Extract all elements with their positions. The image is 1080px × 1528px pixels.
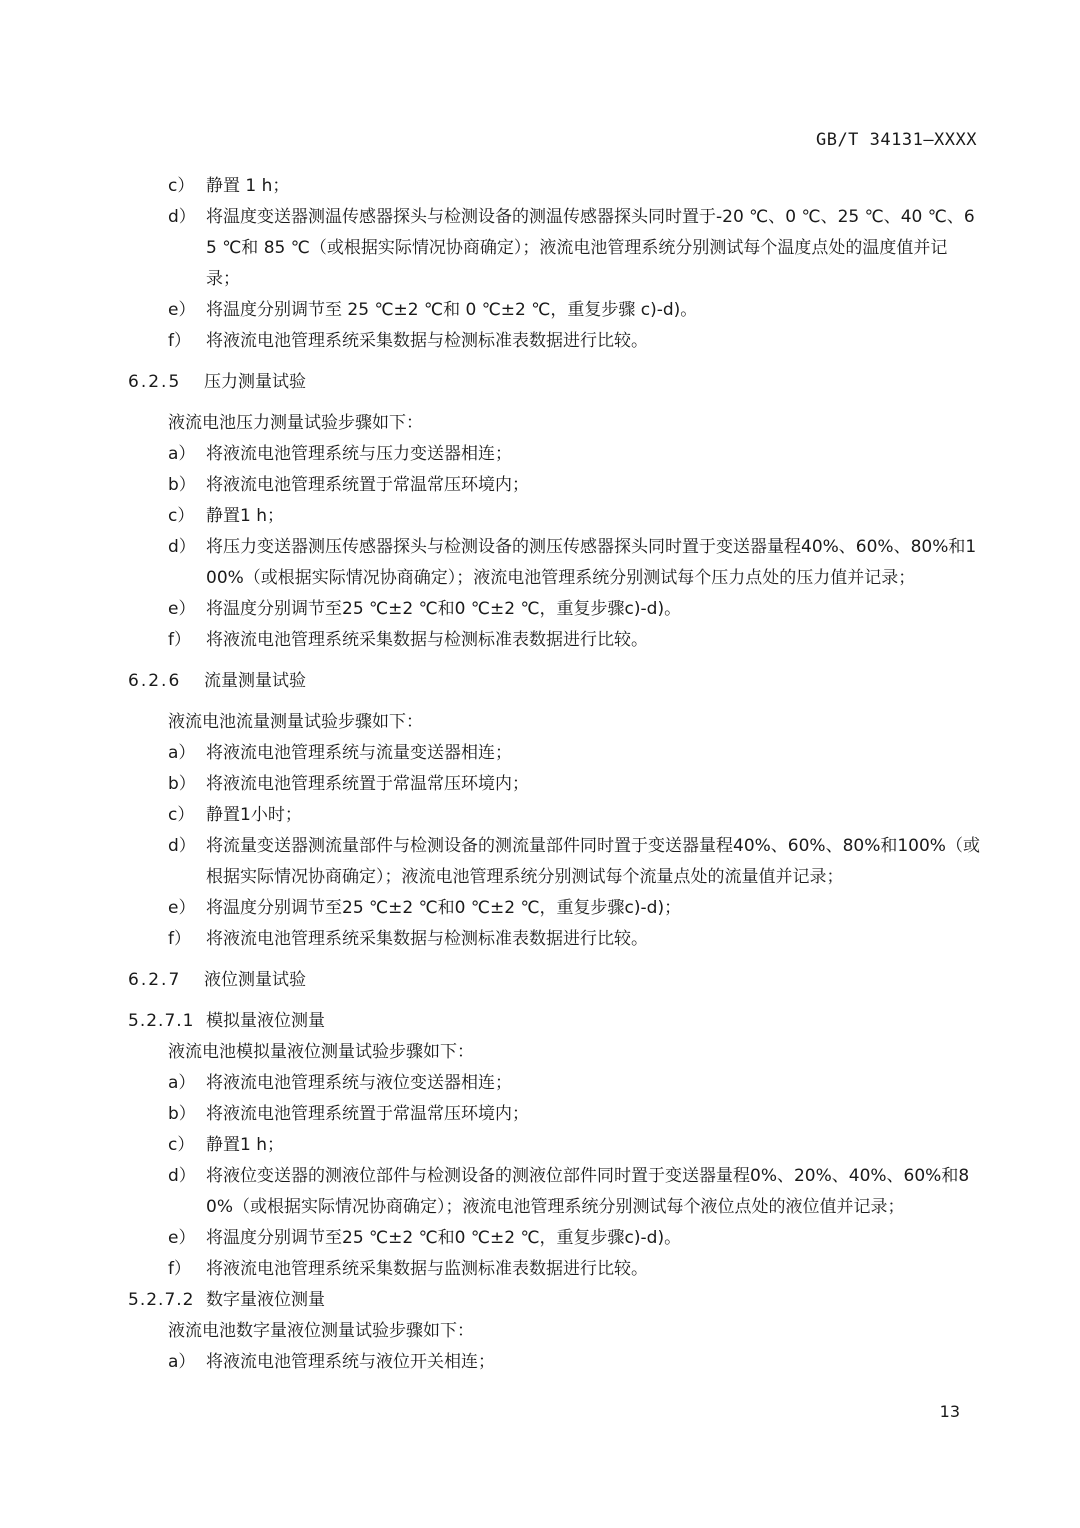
item-label: f） [168,331,191,351]
item-label: f） [168,1259,191,1279]
item-label: e） [168,599,196,619]
item-label: a） [168,1073,196,1093]
item-label: c） [168,506,195,526]
item-text: 将温度分别调节至 25 ℃±2 ℃和 0 ℃±2 ℃，重复步骤 c)-d)。 [206,300,698,320]
section-heading-5-2-7-1 [128,1006,980,1037]
section-number: 5.2.7.1 [128,1011,195,1031]
section-intro: 液流电池压力测量试验步骤如下： [168,413,423,433]
item-text: 将液流电池管理系统与流量变送器相连； [206,743,512,763]
item-text: 将温度分别调节至25 ℃±2 ℃和0 ℃±2 ℃，重复步骤c)-d)。 [206,599,682,619]
section-number: 6.2.7 [128,970,182,990]
section-5-2-7-2-steps [128,1347,980,1378]
item-text: 将温度分别调节至25 ℃±2 ℃和0 ℃±2 ℃，重复步骤c)-d)。 [206,1228,682,1248]
list-item [128,594,980,625]
section-number: 5.2.7.2 [128,1290,195,1310]
list-item [128,1161,980,1223]
section-6-2-4-steps [128,171,980,357]
item-label: d） [168,207,196,227]
standard-code: GB/T 34131—XXXX [815,130,977,150]
list-item [128,532,980,594]
list-item [128,439,980,470]
list-item [128,1068,980,1099]
list-item [128,769,980,800]
section-title: 数字量液位测量 [206,1290,325,1310]
section-intro: 液流电池流量测量试验步骤如下： [168,712,423,732]
item-text: 将压力变送器测压传感器探头与检测设备的测压传感器探头同时置于变送器量程40%、60%、80%和100%（或根据实际情况协商确定）；液流电池管理系统分别测试每个压力点处的压力值并记录； [206,537,977,588]
item-label: d） [168,1166,196,1186]
item-label: d） [168,836,196,856]
section-6-2-5-steps [128,439,980,656]
item-label: f） [168,630,191,650]
list-item [128,625,980,656]
section-number: 6.2.5 [128,372,182,392]
item-label: e） [168,1228,196,1248]
item-text: 将流量变送器测流量部件与检测设备的测流量部件同时置于变送器量程40%、60%、80%和100%（或根据实际情况协商确定）；液流电池管理系统分别测试每个流量点处的流量值并记录； [206,836,980,887]
item-text: 将液流电池管理系统与压力变送器相连； [206,444,512,464]
item-label: f） [168,929,191,949]
item-text: 将温度分别调节至25 ℃±2 ℃和0 ℃±2 ℃，重复步骤c)-d)； [206,898,682,918]
section-title: 液位测量试验 [204,970,306,990]
item-text: 将液流电池管理系统置于常温常压环境内； [206,1104,529,1124]
section-heading-6-2-7 [128,965,980,996]
item-label: e） [168,300,196,320]
section-title: 流量测量试验 [204,671,306,691]
list-item [128,1099,980,1130]
item-label: b） [168,774,196,794]
item-text: 静置1小时； [206,805,302,825]
item-label: b） [168,475,196,495]
list-item [128,1223,980,1254]
item-label: a） [168,743,196,763]
list-item [128,171,980,202]
list-item [128,501,980,532]
item-text: 将液位变送器的测液位部件与检测设备的测液位部件同时置于变送器量程0%、20%、40%、60%和80%（或根据实际情况协商确定）；液流电池管理系统分别测试每个液位点处的液位值并记录； [206,1166,970,1217]
page-number: 13 [939,1402,960,1421]
list-item [128,924,980,955]
section-title: 压力测量试验 [204,372,306,392]
item-text: 将液流电池管理系统采集数据与检测标准表数据进行比较。 [206,630,648,650]
section-number: 6.2.6 [128,671,182,691]
list-item [128,738,980,769]
section-heading-6-2-5 [128,367,980,398]
item-text: 将液流电池管理系统采集数据与监测标准表数据进行比较。 [206,1259,648,1279]
item-text: 将液流电池管理系统采集数据与检测标准表数据进行比较。 [206,331,648,351]
item-text: 将液流电池管理系统置于常温常压环境内； [206,475,529,495]
list-item [128,1130,980,1161]
list-item [128,326,980,357]
list-item [128,1254,980,1285]
item-label: c） [168,1135,195,1155]
list-item [128,800,980,831]
item-label: b） [168,1104,196,1124]
section-6-2-6-steps [128,738,980,955]
list-item [128,893,980,924]
item-text: 静置1 h； [206,1135,284,1155]
item-label: d） [168,537,196,557]
item-text: 将液流电池管理系统与液位变送器相连； [206,1073,512,1093]
item-text: 将液流电池管理系统置于常温常压环境内； [206,774,529,794]
section-intro: 液流电池数字量液位测量试验步骤如下： [168,1321,474,1341]
item-label: a） [168,444,196,464]
item-text: 将液流电池管理系统与液位开关相连； [206,1352,495,1372]
list-item [128,1347,980,1378]
section-heading-6-2-6 [128,666,980,697]
section-heading-5-2-7-2 [128,1285,980,1316]
item-text: 静置 1 h； [206,176,290,196]
list-item [128,202,980,295]
item-text: 将温度变送器测温传感器探头与检测设备的测温传感器探头同时置于-20 ℃、0 ℃、25 ℃、40 ℃、65 ℃和 85 ℃（或根据实际情况协商确定）；液流电池管理系统分别测试每个温度点处的温度值并记录； [206,207,975,289]
list-item [128,831,980,893]
item-label: a） [168,1352,196,1372]
list-item [128,470,980,501]
section-title: 模拟量液位测量 [206,1011,325,1031]
item-label: e） [168,898,196,918]
item-text: 将液流电池管理系统采集数据与检测标准表数据进行比较。 [206,929,648,949]
list-item [128,295,980,326]
section-intro: 液流电池模拟量液位测量试验步骤如下： [168,1042,474,1062]
item-label: c） [168,805,195,825]
item-text: 静置1 h； [206,506,284,526]
document-body [128,171,980,1378]
item-label: c） [168,176,195,196]
section-5-2-7-1-steps [128,1068,980,1285]
